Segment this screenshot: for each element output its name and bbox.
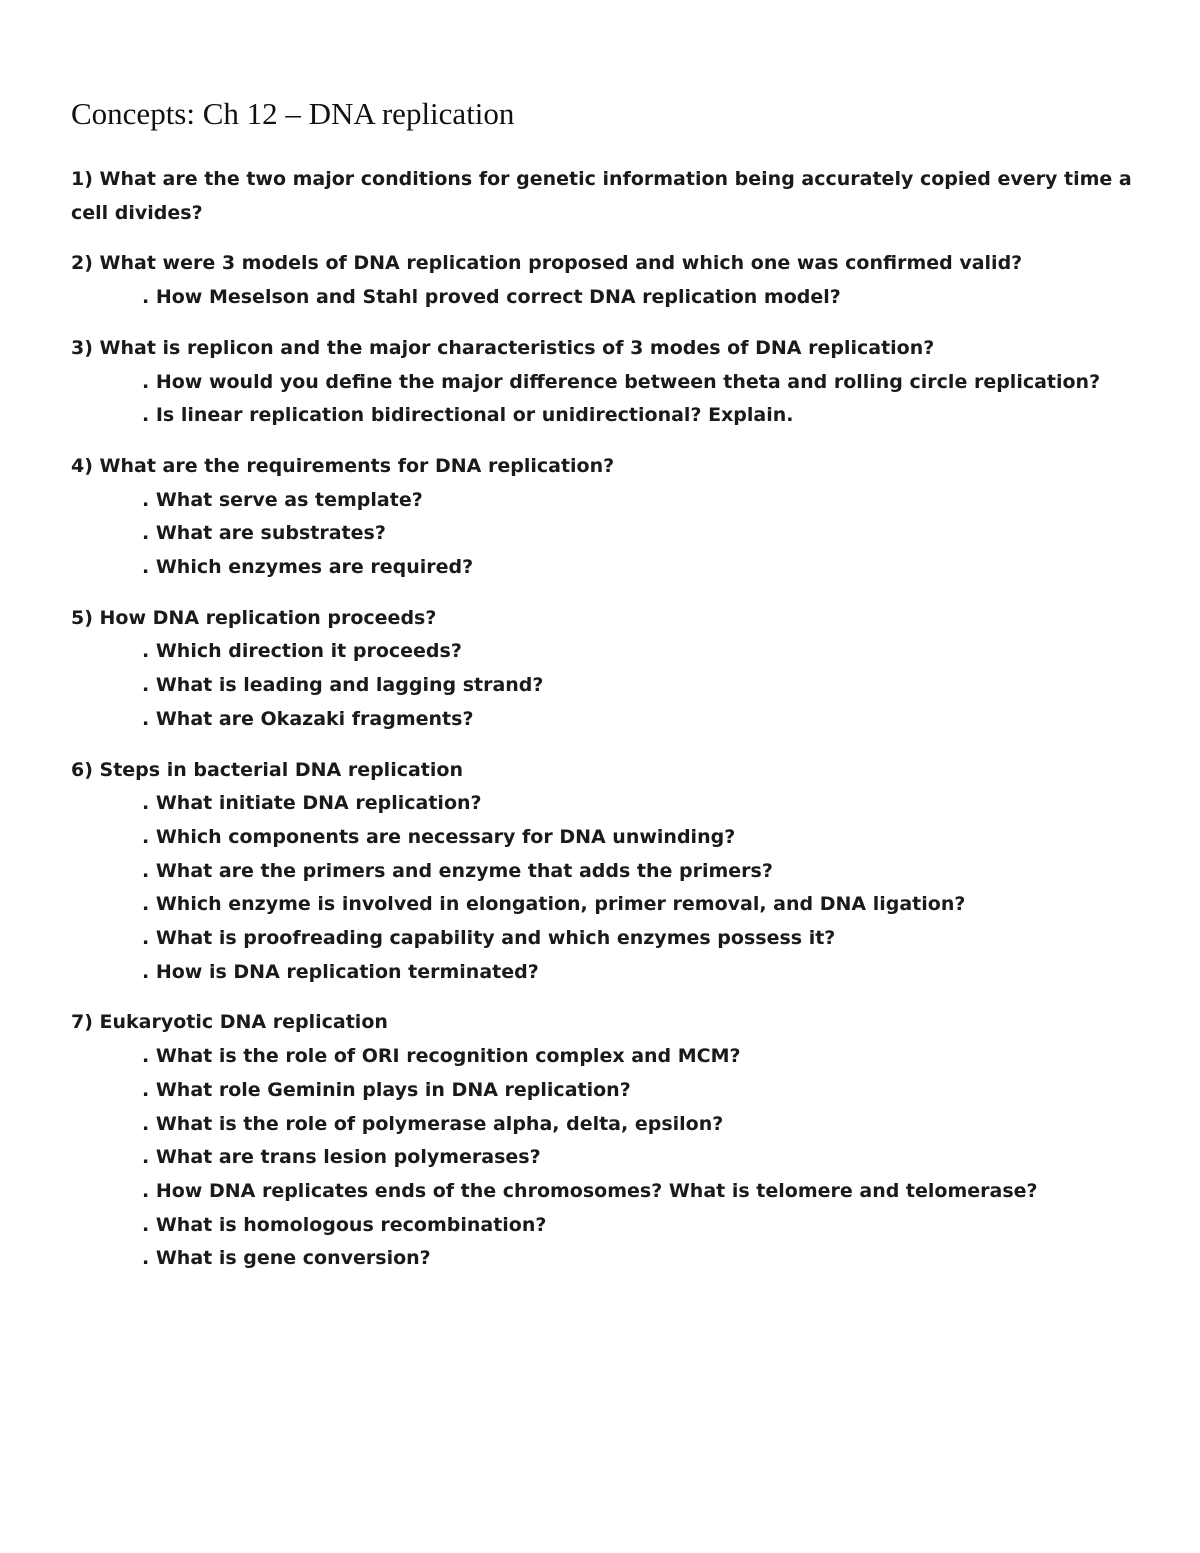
- sub-question: . Which enzyme is involved in elongation, primer removal, and DNA ligation?: [142, 893, 966, 916]
- sub-question: . What is the role of polymerase alpha, delta, epsilon?: [142, 1112, 724, 1135]
- question-block-7: [71, 1006, 1151, 1276]
- question-text: 6) Steps in bacterial DNA replication: [71, 758, 463, 781]
- question-block-4: [71, 450, 1151, 585]
- sub-question: . What initiate DNA replication?: [142, 792, 482, 815]
- sub-question-list: [71, 281, 1151, 315]
- sub-question: . How DNA replicates ends of the chromosomes? What is telomere and telomerase?: [142, 1179, 1038, 1202]
- question-text: 7) Eukaryotic DNA replication: [71, 1011, 388, 1034]
- sub-question: . What are trans lesion polymerases?: [142, 1146, 541, 1169]
- sub-question: . Which direction it proceeds?: [142, 640, 462, 663]
- sub-question: . What is leading and lagging strand?: [142, 674, 544, 697]
- sub-question-list: [71, 635, 1151, 736]
- question-block-6: [71, 754, 1151, 990]
- question-text: 5) How DNA replication proceeds?: [71, 606, 437, 629]
- sub-question: . What is gene conversion?: [142, 1247, 431, 1270]
- sub-question: . Is linear replication bidirectional or unidirectional? Explain.: [142, 404, 794, 427]
- sub-question: . Which components are necessary for DNA unwinding?: [142, 825, 736, 848]
- question-text: 3) What is replicon and the major characteristics of 3 modes of DNA replication?: [71, 336, 935, 359]
- sub-question: . What is homologous recombination?: [142, 1213, 547, 1236]
- sub-question: . What is the role of ORI recognition complex and MCM?: [142, 1045, 741, 1068]
- sub-question-list: [71, 787, 1151, 989]
- sub-question: . What role Geminin plays in DNA replication?: [142, 1078, 631, 1101]
- sub-question: . How is DNA replication terminated?: [142, 960, 539, 983]
- sub-question-list: [71, 366, 1151, 433]
- question-block-5: [71, 602, 1151, 737]
- question-list: [71, 163, 1151, 1293]
- question-block-2: [71, 247, 1151, 314]
- sub-question: . What is proofreading capability and which enzymes possess it?: [142, 927, 836, 950]
- sub-question: . What are Okazaki fragments?: [142, 707, 474, 730]
- question-text: 4) What are the requirements for DNA replication?: [71, 454, 615, 477]
- sub-question: . Which enzymes are required?: [142, 556, 474, 579]
- question-block-1: [71, 163, 1151, 230]
- sub-question: . What are substrates?: [142, 522, 386, 545]
- sub-question-list: [71, 1040, 1151, 1276]
- sub-question-list: [71, 484, 1151, 585]
- sub-question: . How Meselson and Stahl proved correct DNA replication model?: [142, 286, 841, 309]
- question-block-3: [71, 332, 1151, 433]
- question-text: 1) What are the two major conditions for genetic information being accurately copied every time a cell divides?: [71, 168, 1132, 224]
- sub-question: . How would you define the major difference between theta and rolling circle replication?: [142, 370, 1101, 393]
- sub-question: . What are the primers and enzyme that adds the primers?: [142, 859, 773, 882]
- page-title: Concepts: Ch 12 – DNA replication: [71, 96, 515, 131]
- sub-question: . What serve as template?: [142, 488, 423, 511]
- question-text: 2) What were 3 models of DNA replication proposed and which one was confirmed valid?: [71, 252, 1023, 275]
